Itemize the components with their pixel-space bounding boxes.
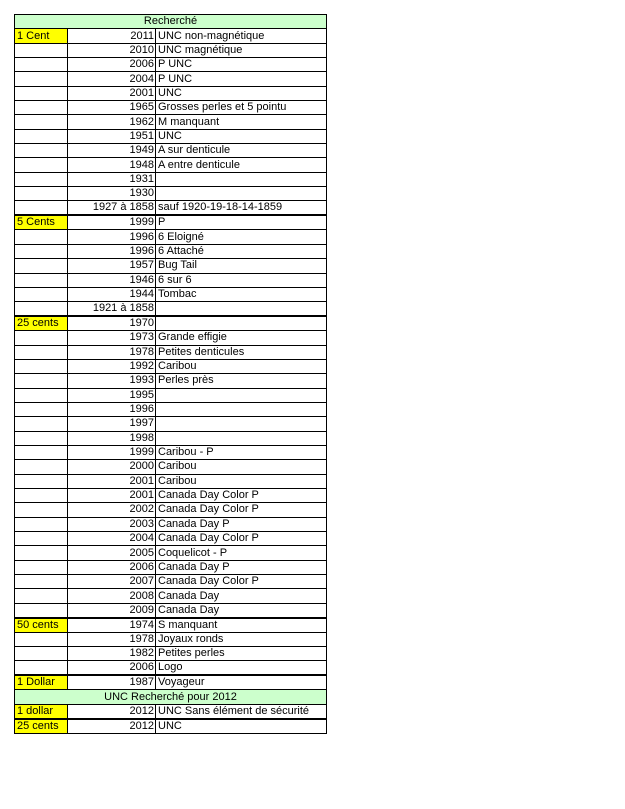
- year-cell: 2001: [68, 474, 156, 488]
- denomination-cell: [15, 575, 68, 589]
- section-header-row: [15, 15, 327, 29]
- denomination-cell: [15, 460, 68, 474]
- denomination-cell: [15, 431, 68, 445]
- denomination-cell: 5 Cents: [15, 215, 68, 230]
- description-cell: UNC non-magnétique: [156, 29, 327, 43]
- table-row: [15, 316, 327, 331]
- description-cell: Perles près: [156, 374, 327, 388]
- year-cell: 2005: [68, 546, 156, 560]
- year-cell: 1927 à 1858: [68, 201, 156, 216]
- description-cell: Caribou: [156, 460, 327, 474]
- denomination-cell: [15, 546, 68, 560]
- description-cell: Canada Day: [156, 589, 327, 603]
- year-cell: 1992: [68, 359, 156, 373]
- table-row: [15, 215, 327, 230]
- year-cell: 1962: [68, 115, 156, 129]
- denomination-cell: [15, 661, 68, 676]
- denomination-cell: [15, 603, 68, 618]
- denomination-cell: [15, 158, 68, 172]
- table-row: [15, 445, 327, 459]
- denomination-cell: [15, 86, 68, 100]
- table-row: [15, 719, 327, 734]
- table-row: [15, 244, 327, 258]
- denomination-cell: 1 Dollar: [15, 675, 68, 690]
- description-cell: UNC: [156, 719, 327, 734]
- table-row: [15, 503, 327, 517]
- year-cell: 2001: [68, 86, 156, 100]
- table-row: [15, 201, 327, 216]
- table-row: [15, 517, 327, 531]
- year-cell: 1999: [68, 215, 156, 230]
- denomination-cell: [15, 172, 68, 186]
- year-cell: 1921 à 1858: [68, 302, 156, 317]
- denomination-cell: [15, 230, 68, 244]
- denomination-cell: 25 cents: [15, 316, 68, 331]
- table-row: [15, 431, 327, 445]
- table-row: [15, 618, 327, 633]
- year-cell: 1944: [68, 287, 156, 301]
- year-cell: 2006: [68, 58, 156, 72]
- denomination-cell: [15, 374, 68, 388]
- denomination-cell: [15, 244, 68, 258]
- denomination-cell: 50 cents: [15, 618, 68, 633]
- table-row: [15, 29, 327, 43]
- table-row: [15, 374, 327, 388]
- table-row: [15, 129, 327, 143]
- table-row: [15, 86, 327, 100]
- denomination-cell: 1 Cent: [15, 29, 68, 43]
- description-cell: UNC: [156, 129, 327, 143]
- description-cell: Grosses perles et 5 pointu: [156, 101, 327, 115]
- description-cell: 6 Eloigné: [156, 230, 327, 244]
- year-cell: 2002: [68, 503, 156, 517]
- table-row: [15, 589, 327, 603]
- table-row: [15, 603, 327, 618]
- table-row: [15, 72, 327, 86]
- year-cell: 1974: [68, 618, 156, 633]
- description-cell: Canada Day Color P: [156, 503, 327, 517]
- year-cell: 2004: [68, 532, 156, 546]
- table-row: [15, 101, 327, 115]
- year-cell: 1970: [68, 316, 156, 331]
- year-cell: 2004: [68, 72, 156, 86]
- description-cell: Bug Tail: [156, 259, 327, 273]
- description-cell: Canada Day P: [156, 517, 327, 531]
- denomination-cell: [15, 129, 68, 143]
- year-cell: 2003: [68, 517, 156, 531]
- table-row: [15, 331, 327, 345]
- table-row: [15, 402, 327, 416]
- table-row: [15, 474, 327, 488]
- table-row: [15, 546, 327, 560]
- description-cell: Grande effigie: [156, 331, 327, 345]
- description-cell: A sur denticule: [156, 144, 327, 158]
- denomination-cell: [15, 647, 68, 661]
- description-cell: Caribou: [156, 359, 327, 373]
- denomination-cell: [15, 201, 68, 216]
- year-cell: 2011: [68, 29, 156, 43]
- denomination-cell: [15, 115, 68, 129]
- description-cell: P UNC: [156, 58, 327, 72]
- description-cell: [156, 388, 327, 402]
- denomination-cell: [15, 560, 68, 574]
- table-row: [15, 575, 327, 589]
- table-row: [15, 158, 327, 172]
- description-cell: Voyageur: [156, 675, 327, 690]
- year-cell: 1996: [68, 230, 156, 244]
- year-cell: 1931: [68, 172, 156, 186]
- denomination-cell: [15, 632, 68, 646]
- description-cell: [156, 172, 327, 186]
- description-cell: Caribou - P: [156, 445, 327, 459]
- description-cell: [156, 417, 327, 431]
- table-row: [15, 230, 327, 244]
- description-cell: UNC: [156, 86, 327, 100]
- table-row: [15, 704, 327, 719]
- table-row: [15, 661, 327, 676]
- description-cell: [156, 402, 327, 416]
- denomination-cell: [15, 589, 68, 603]
- year-cell: 1973: [68, 331, 156, 345]
- denomination-cell: [15, 474, 68, 488]
- description-cell: UNC Sans élément de sécurité: [156, 704, 327, 719]
- table-row: [15, 172, 327, 186]
- table-row: [15, 417, 327, 431]
- table-row: [15, 632, 327, 646]
- section-title: Recherché: [15, 15, 327, 29]
- denomination-cell: [15, 287, 68, 301]
- description-cell: Canada Day P: [156, 560, 327, 574]
- year-cell: 1949: [68, 144, 156, 158]
- table-row: [15, 144, 327, 158]
- description-cell: Canada Day Color P: [156, 488, 327, 502]
- year-cell: 2007: [68, 575, 156, 589]
- description-cell: [156, 187, 327, 201]
- denomination-cell: [15, 402, 68, 416]
- description-cell: [156, 316, 327, 331]
- description-cell: Petites perles: [156, 647, 327, 661]
- year-cell: 1982: [68, 647, 156, 661]
- description-cell: UNC magnétique: [156, 43, 327, 57]
- denomination-cell: [15, 273, 68, 287]
- denomination-cell: [15, 72, 68, 86]
- denomination-cell: [15, 101, 68, 115]
- denomination-cell: [15, 144, 68, 158]
- year-cell: 1995: [68, 388, 156, 402]
- year-cell: 1948: [68, 158, 156, 172]
- table-row: [15, 115, 327, 129]
- description-cell: Caribou: [156, 474, 327, 488]
- description-cell: Canada Day Color P: [156, 532, 327, 546]
- description-cell: [156, 431, 327, 445]
- denomination-cell: [15, 345, 68, 359]
- year-cell: 1978: [68, 345, 156, 359]
- table-row: [15, 259, 327, 273]
- section-header-row: [15, 690, 327, 704]
- year-cell: 1996: [68, 402, 156, 416]
- table-row: [15, 488, 327, 502]
- denomination-cell: 25 cents: [15, 719, 68, 734]
- year-cell: 2012: [68, 719, 156, 734]
- denomination-cell: [15, 359, 68, 373]
- description-cell: P: [156, 215, 327, 230]
- description-cell: Canada Day: [156, 603, 327, 618]
- coin-list-table: [14, 14, 327, 734]
- denomination-cell: [15, 388, 68, 402]
- table-row: [15, 345, 327, 359]
- year-cell: 2008: [68, 589, 156, 603]
- section-title: UNC Recherché pour 2012: [15, 690, 327, 704]
- description-cell: Logo: [156, 661, 327, 676]
- description-cell: A entre denticule: [156, 158, 327, 172]
- table-row: [15, 273, 327, 287]
- year-cell: 1987: [68, 675, 156, 690]
- year-cell: 2006: [68, 661, 156, 676]
- year-cell: 1978: [68, 632, 156, 646]
- coin-list-body: [15, 15, 327, 734]
- description-cell: Canada Day Color P: [156, 575, 327, 589]
- description-cell: P UNC: [156, 72, 327, 86]
- description-cell: Petites denticules: [156, 345, 327, 359]
- table-row: [15, 302, 327, 317]
- year-cell: 1997: [68, 417, 156, 431]
- description-cell: Joyaux ronds: [156, 632, 327, 646]
- denomination-cell: [15, 488, 68, 502]
- description-cell: Tombac: [156, 287, 327, 301]
- year-cell: 2006: [68, 560, 156, 574]
- description-cell: S manquant: [156, 618, 327, 633]
- denomination-cell: [15, 445, 68, 459]
- denomination-cell: [15, 187, 68, 201]
- denomination-cell: [15, 517, 68, 531]
- year-cell: 1951: [68, 129, 156, 143]
- description-cell: Coquelicot - P: [156, 546, 327, 560]
- year-cell: 2012: [68, 704, 156, 719]
- denomination-cell: [15, 532, 68, 546]
- table-row: [15, 460, 327, 474]
- year-cell: 2009: [68, 603, 156, 618]
- denomination-cell: [15, 259, 68, 273]
- description-cell: 6 sur 6: [156, 273, 327, 287]
- year-cell: 1996: [68, 244, 156, 258]
- table-row: [15, 58, 327, 72]
- description-cell: sauf 1920-19-18-14-1859: [156, 201, 327, 216]
- denomination-cell: [15, 503, 68, 517]
- table-row: [15, 675, 327, 690]
- table-row: [15, 43, 327, 57]
- table-row: [15, 287, 327, 301]
- denomination-cell: [15, 58, 68, 72]
- table-row: [15, 388, 327, 402]
- denomination-cell: [15, 43, 68, 57]
- denomination-cell: [15, 302, 68, 317]
- table-row: [15, 359, 327, 373]
- year-cell: 1946: [68, 273, 156, 287]
- year-cell: 1957: [68, 259, 156, 273]
- year-cell: 1998: [68, 431, 156, 445]
- year-cell: 1993: [68, 374, 156, 388]
- year-cell: 1965: [68, 101, 156, 115]
- year-cell: 2000: [68, 460, 156, 474]
- table-row: [15, 560, 327, 574]
- table-row: [15, 647, 327, 661]
- year-cell: 1930: [68, 187, 156, 201]
- table-row: [15, 187, 327, 201]
- table-row: [15, 532, 327, 546]
- description-cell: [156, 302, 327, 317]
- description-cell: 6 Attaché: [156, 244, 327, 258]
- denomination-cell: [15, 417, 68, 431]
- year-cell: 1999: [68, 445, 156, 459]
- denomination-cell: 1 dollar: [15, 704, 68, 719]
- denomination-cell: [15, 331, 68, 345]
- description-cell: M manquant: [156, 115, 327, 129]
- year-cell: 2010: [68, 43, 156, 57]
- year-cell: 2001: [68, 488, 156, 502]
